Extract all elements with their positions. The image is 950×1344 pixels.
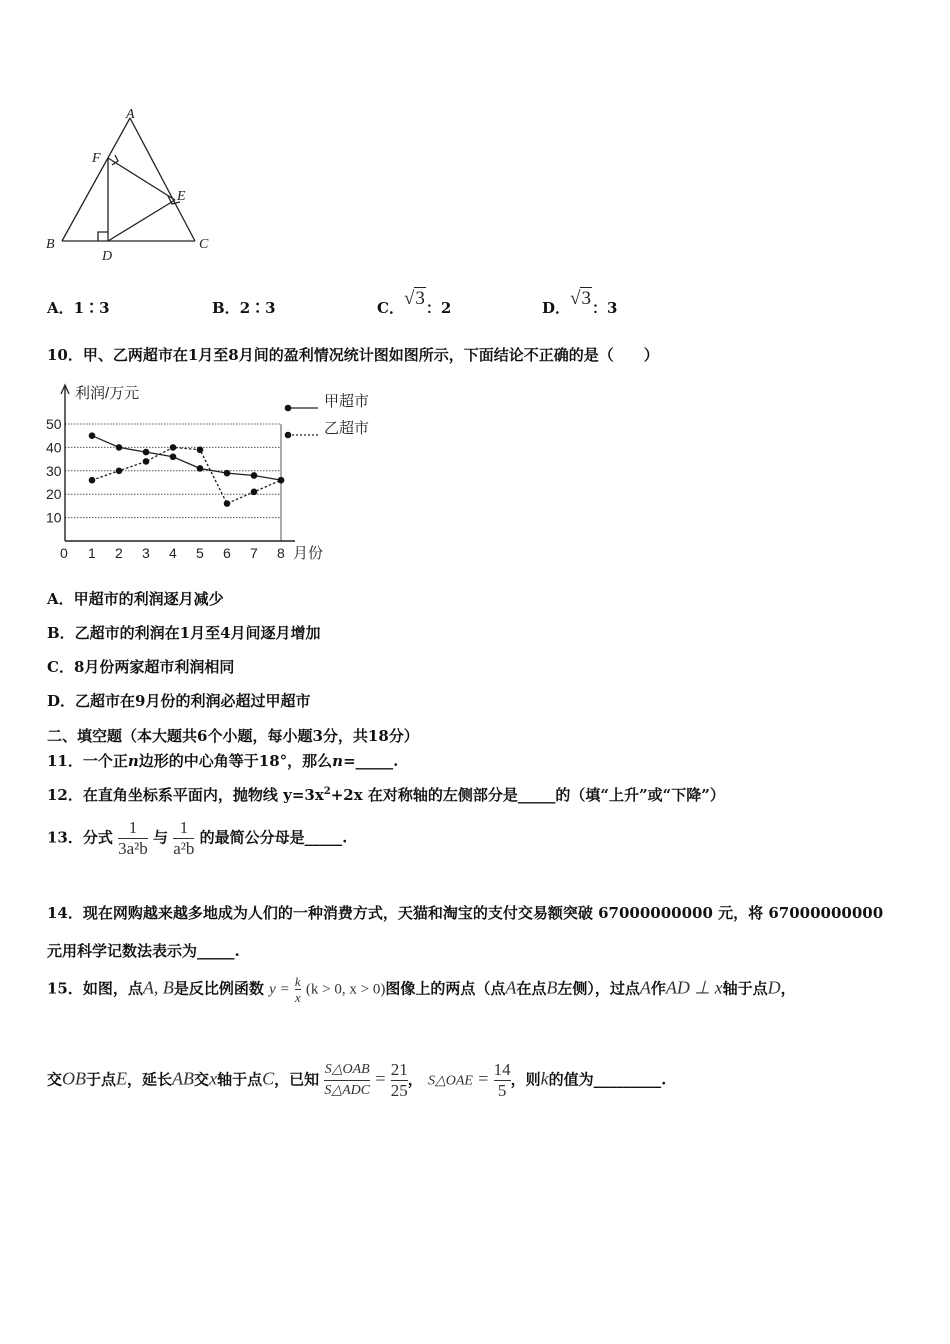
ratio-value-fraction: $\frac{21}{25}$ [390, 1060, 408, 1100]
segment-FE [108, 158, 175, 200]
data-point [251, 489, 258, 496]
q9-option-d: D．√3：3 [542, 288, 618, 317]
data-point [89, 432, 96, 439]
y-tick-label: 40 [46, 439, 62, 456]
data-point [143, 458, 150, 465]
func-fraction: $\frac{k}{x}$ [294, 974, 301, 1005]
y-tick-label: 10 [46, 509, 62, 526]
sqrt-3: √3 [403, 288, 425, 309]
label-C: C [199, 237, 209, 252]
q14-line2: 元用科学记数法表示为_____. [47, 942, 240, 960]
data-point [224, 470, 231, 477]
data-point [143, 449, 150, 456]
data-point [224, 500, 231, 507]
fraction-2: $\frac{1}{\text{a²b}}$ [173, 818, 195, 858]
label-B: B [46, 237, 55, 252]
q10-stem: 10．甲、乙两超市在1月至8月间的盈利情况统计图如图所示，下面结论不正确的是（ ） [47, 346, 659, 364]
x-tick-label: 7 [250, 545, 258, 561]
q9-option-c: C．√3：2 [377, 288, 452, 317]
legend-label: 乙超市 [324, 420, 370, 437]
legend-label: 甲超市 [324, 393, 370, 410]
label-E: E [177, 189, 186, 204]
data-point [197, 446, 204, 453]
area-value-fraction: $\frac{14}{5}$ [493, 1060, 511, 1100]
q10-option-a: A．甲超市的利润逐月减少 [47, 590, 224, 608]
data-point [251, 472, 258, 479]
label-F: F [92, 151, 101, 166]
q10-option-c: C．8月份两家超市利润相同 [47, 658, 235, 676]
label-A: A [126, 108, 135, 122]
side-AC [130, 118, 195, 241]
q12: 12．在直角坐标系平面内，抛物线 $y=3x^2+2x$ 在对称轴的左侧部分是_____的（填“上升”或“下降”） [47, 786, 725, 804]
side-AB [62, 118, 130, 241]
data-point [89, 477, 96, 484]
segment-DE [108, 200, 175, 241]
y-axis-label: 利润/万元 [75, 385, 140, 402]
data-point [170, 444, 177, 451]
y-tick-label: 30 [46, 462, 62, 479]
data-point [278, 477, 285, 484]
q10-option-d: D．乙超市在9月份的利润必超过甲超市 [47, 692, 311, 710]
data-point [197, 465, 204, 472]
q9-option-b: B．2∶3 [212, 299, 276, 317]
x-tick-label: 3 [142, 545, 150, 561]
x-tick-label: 4 [169, 545, 177, 561]
section-heading: 二、填空题（本大题共6个小题，每小题3分，共18分） [47, 727, 419, 745]
q14-line1: 14．现在网购越来越多地成为人们的一种消费方式，天猫和淘宝的支付交易额突破 67000000000 元，将 67000000000 [47, 904, 884, 922]
x-tick-label: 6 [223, 545, 231, 561]
origin-label: 0 [60, 545, 68, 561]
label-D: D [102, 249, 113, 264]
x-tick-label: 8 [277, 545, 285, 561]
y-tick-label: 20 [46, 486, 62, 503]
x-tick-label: 1 [88, 545, 96, 561]
q10-option-b: B．乙超市的利润在1月至4月间逐月增加 [47, 624, 321, 642]
q9-option-a: A．1∶3 [47, 299, 110, 317]
data-point [116, 468, 123, 475]
x-tick-label: 5 [196, 545, 204, 561]
q15-line1: 15．如图，点A, B是反比例函数 y = $\frac{k}{x}$ (k > 0, x > 0)图像上的两点（点A在点B左侧），过点A作AD ⊥ x轴于点D， [47, 974, 796, 1005]
x-tick-label: 2 [115, 545, 123, 561]
q13: 13．分式 $\frac{1}{\text{3a²b}}$ 与 $\frac{1}{\text{a²b}}$ 的最简公分母是_____. [47, 818, 348, 858]
right-angle-D [98, 232, 108, 241]
fraction-1: $\frac{1}{\text{3a²b}}$ [118, 818, 148, 858]
sqrt-3: √3 [570, 288, 591, 309]
y-tick-label: 50 [46, 416, 62, 432]
x-axis-label: 月份 [293, 545, 324, 562]
data-point [170, 453, 177, 460]
triangle-figure [40, 108, 230, 268]
q15-line2: 交OB于点E，延长AB交x轴于点C，已知 $\frac{\text{S△OAB}}{\text{S△ADC}}$ = $\frac{21}{25}$ ， S△OAE = $\frac{14}{5}$ ，则k的值为_________. [47, 1060, 667, 1100]
q11: 11．一个正n边形的中心角等于18°，那么n=_____. [47, 752, 399, 770]
profit-line-chart [40, 378, 400, 568]
area-ratio-fraction: $\frac{\text{S△OAB}}{\text{S△ADC}}$ [324, 1062, 371, 1098]
data-point [116, 444, 123, 451]
